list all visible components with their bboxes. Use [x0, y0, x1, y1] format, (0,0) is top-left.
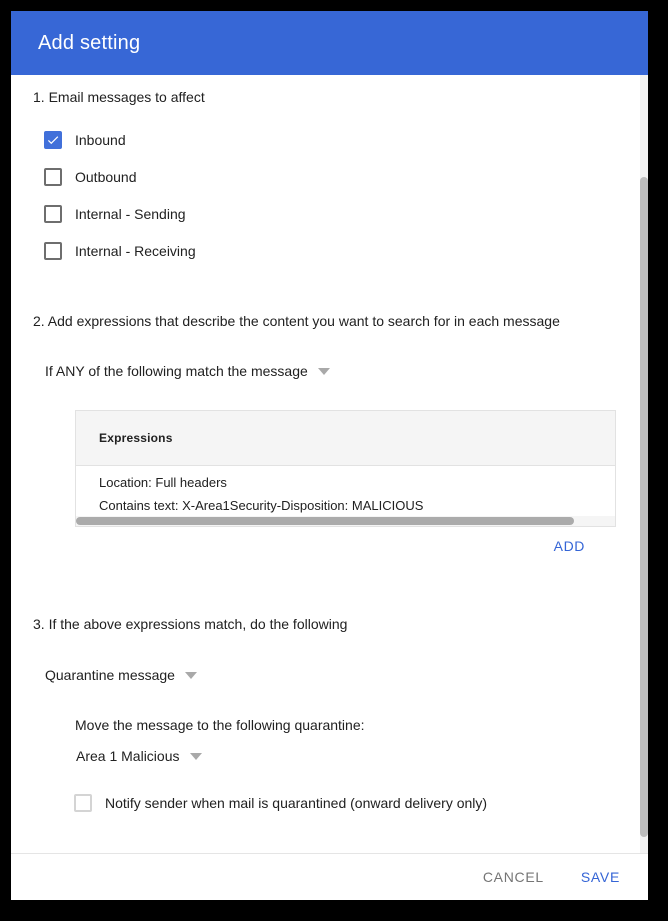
checkbox-label-inbound[interactable]: Inbound [75, 132, 126, 148]
expressions-table [75, 410, 616, 527]
dropdown-arrow-icon [185, 672, 197, 679]
checkbox-row-inbound [44, 131, 196, 149]
checkbox-row-notify-sender [74, 794, 487, 812]
check-icon [46, 133, 60, 147]
horizontal-scrollbar[interactable] [76, 516, 615, 526]
match-type-dropdown[interactable] [45, 363, 330, 379]
expression-row-location: Location: Full headers [99, 475, 227, 490]
checkbox-internal-sending[interactable] [44, 205, 62, 223]
checkbox-row-internal-sending [44, 205, 196, 223]
checkbox-row-internal-receiving [44, 242, 196, 260]
email-direction-checkbox-group [44, 131, 196, 279]
checkbox-label-internal-receiving[interactable]: Internal - Receiving [75, 243, 196, 259]
action-dropdown-value: Quarantine message [45, 667, 175, 683]
checkbox-inbound[interactable] [44, 131, 62, 149]
section-2-label: 2. Add expressions that describe the content you want to search for in each message [33, 313, 560, 329]
dialog-title: Add setting [38, 32, 141, 54]
section-1-label: 1. Email messages to affect [33, 89, 205, 105]
dropdown-arrow-icon [190, 753, 202, 760]
dialog-header [11, 11, 648, 75]
checkbox-label-notify-sender[interactable]: Notify sender when mail is quarantined (onward delivery only) [105, 795, 488, 811]
match-type-dropdown-value: If ANY of the following match the message [45, 363, 308, 379]
checkbox-label-internal-sending[interactable]: Internal - Sending [75, 206, 186, 222]
checkbox-notify-sender[interactable] [74, 794, 92, 812]
add-expression-button[interactable]: ADD [553, 538, 585, 554]
horizontal-scrollbar-thumb[interactable] [76, 517, 574, 525]
action-dropdown[interactable] [45, 667, 197, 683]
expressions-table-header [76, 411, 615, 466]
dialog-footer [11, 853, 648, 900]
checkbox-row-outbound [44, 168, 196, 186]
quarantine-dropdown[interactable] [76, 748, 202, 764]
checkbox-label-outbound[interactable]: Outbound [75, 169, 137, 185]
add-setting-dialog [11, 11, 648, 900]
expressions-header-label: Expressions [99, 431, 173, 445]
expression-row-contains-text: Contains text: X-Area1Security-Disposition: MALICIOUS [99, 498, 424, 513]
vertical-scrollbar-thumb[interactable] [640, 177, 648, 837]
save-button[interactable]: SAVE [580, 869, 620, 885]
quarantine-target-label: Move the message to the following quarantine: [75, 717, 365, 733]
dropdown-arrow-icon [318, 368, 330, 375]
checkbox-outbound[interactable] [44, 168, 62, 186]
checkbox-internal-receiving[interactable] [44, 242, 62, 260]
expressions-rows [76, 466, 615, 517]
vertical-scrollbar[interactable] [640, 75, 648, 853]
section-3-label: 3. If the above expressions match, do the following [33, 616, 348, 632]
quarantine-dropdown-value: Area 1 Malicious [76, 748, 180, 764]
cancel-button[interactable]: CANCEL [482, 869, 544, 885]
